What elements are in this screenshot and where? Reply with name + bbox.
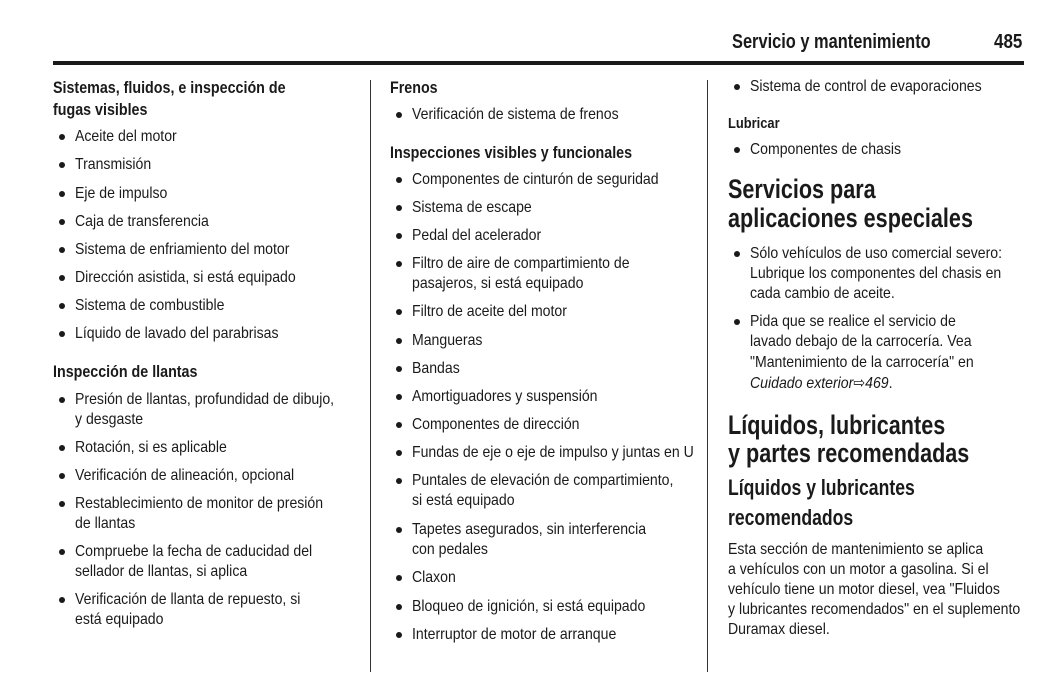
list-item-line: Pedal del acelerador [412,227,542,244]
bullet-icon [396,338,402,344]
bullet-icon [396,233,402,239]
list-item-line: Compruebe la fecha de caducidad del [75,543,313,560]
bullet-icon [59,549,65,555]
bullet-icon [396,112,402,118]
bullet-icon [59,303,65,309]
bullet-icon [59,501,65,507]
bullet-icon [59,134,65,140]
bullet-icon [396,632,402,638]
bullet-icon [59,219,65,225]
heading-line: Frenos [390,78,438,97]
list-item-line: Sistema de enfriamiento del motor [75,241,290,258]
list-item-line: Caja de transferencia [75,213,209,230]
bullet-icon [396,205,402,211]
list-item-line: Presión de llantas, profundidad de dibujo, [75,391,335,408]
list-item-line: pasajeros, si está equipado [412,275,584,292]
bullet-icon [734,84,740,90]
heading-line: Lubricar [728,115,780,132]
list-item-line: Sistema de control de evaporaciones [750,78,982,95]
list-item-line: con pedales [412,541,488,558]
list-item-line: Mangueras [412,332,483,349]
bullet-icon [734,319,740,325]
list-item-line: Componentes de cinturón de seguridad [412,171,659,188]
list-item-line: Filtro de aire de compartimiento de [412,255,630,272]
list-item-line: Restablecimiento de monitor de presión [75,495,324,512]
list-item-line: Componentes de chasis [750,141,902,158]
heading-line: recomendados [728,505,854,530]
list-item-line: Amortiguadores y suspensión [412,388,598,405]
list-item-line: Sistema de combustible [75,297,225,314]
list-item-line: Sistema de escape [412,199,532,216]
cross-reference-link[interactable] [750,374,893,394]
heading-line: aplicaciones especiales [728,203,973,233]
list-item-line: Claxon [412,569,456,586]
bullet-icon [59,331,65,337]
paragraph-line: a vehículos con un motor a gasolina. Si el [728,561,989,578]
list-item-line: Líquido de lavado del parabrisas [75,325,279,342]
heading-line: Inspecciones visibles y funcionales [390,143,633,162]
list-item-line: Pida que se realice el servicio de [750,313,956,330]
paragraph-line: y lubricantes recomendados" en el suplemento [728,601,1021,618]
column-divider [370,80,371,672]
bullet-icon [396,450,402,456]
list-item-line: Bandas [412,360,460,377]
list-item-line: está equipado [75,611,164,628]
bullet-icon [59,247,65,253]
bullet-icon [396,527,402,533]
bullet-icon [396,261,402,267]
list-item-line: Fundas de eje o eje de impulso y juntas en U [412,444,694,461]
list-item-line: Verificación de llanta de repuesto, si [75,591,301,608]
bullet-icon [734,251,740,257]
list-item-line: Eje de impulso [75,185,168,202]
page-reference-arrow-icon: ⇨ [853,375,866,392]
bullet-icon [59,445,65,451]
list-item-line: "Mantenimiento de la carrocería" en [750,354,974,371]
bullet-icon [396,575,402,581]
list-item-line: Bloqueo de ignición, si está equipado [412,598,646,615]
bullet-icon [734,147,740,153]
heading-line: y partes recomendadas [728,438,970,468]
list-item-line: lavado debajo de la carrocería. Vea [750,333,972,350]
list-item-line: Lubrique los componentes del chasis en [750,265,1002,282]
bullet-icon [59,162,65,168]
link-suffix: . [888,375,893,392]
list-item-line: Dirección asistida, si está equipado [75,269,296,286]
link-text[interactable]: Cuidado exterior [750,375,854,392]
bullet-icon [59,473,65,479]
bullet-icon [396,394,402,400]
running-header-title: Servicio y mantenimiento [732,31,931,53]
list-item-line: Transmisión [75,156,152,173]
list-item-line: Puntales de elevación de compartimiento, [412,472,674,489]
column-divider [707,80,708,672]
bullet-icon [59,397,65,403]
list-item-line: de llantas [75,515,136,532]
list-item-line: Tapetes asegurados, sin interferencia [412,521,647,538]
list-item-line: cada cambio de aceite. [750,285,895,302]
list-item-line: Verificación de sistema de frenos [412,106,619,123]
list-item-line: si está equipado [412,492,515,509]
heading-line: Líquidos, lubricantes [728,410,946,440]
bullet-icon [396,604,402,610]
list-item-line: Interruptor de motor de arranque [412,626,617,643]
bullet-icon [396,422,402,428]
list-item-line: Sólo vehículos de uso comercial severo: [750,245,1003,262]
list-item-line: y desgaste [75,411,144,428]
bullet-icon [396,177,402,183]
bullet-icon [396,366,402,372]
bullet-icon [59,597,65,603]
heading-line: fugas visibles [53,100,148,119]
bullet-icon [396,309,402,315]
list-item-line: Rotación, si es aplicable [75,439,227,456]
list-item-line: Componentes de dirección [412,416,580,433]
list-item-line: Verificación de alineación, opcional [75,467,295,484]
list-item-line: sellador de llantas, si aplica [75,563,248,580]
paragraph-line: Duramax diesel. [728,621,830,638]
list-item-line: Filtro de aceite del motor [412,303,567,320]
bullet-icon [59,275,65,281]
heading-line: Líquidos y lubricantes [728,475,915,500]
link-page-number[interactable]: 469 [865,375,889,392]
list-item-line: Aceite del motor [75,128,177,145]
page-number: 485 [994,31,1023,53]
bullet-icon [396,478,402,484]
heading-line: Servicios para [728,174,876,204]
heading-line: Sistemas, fluidos, e inspección de [53,78,286,97]
paragraph-line: vehículo tiene un motor diesel, vea "Fluidos [728,581,1000,598]
bullet-icon [59,191,65,197]
heading-line: Inspección de llantas [53,362,198,381]
paragraph-line: Esta sección de mantenimiento se aplica [728,541,984,558]
header-rule [53,61,1024,65]
